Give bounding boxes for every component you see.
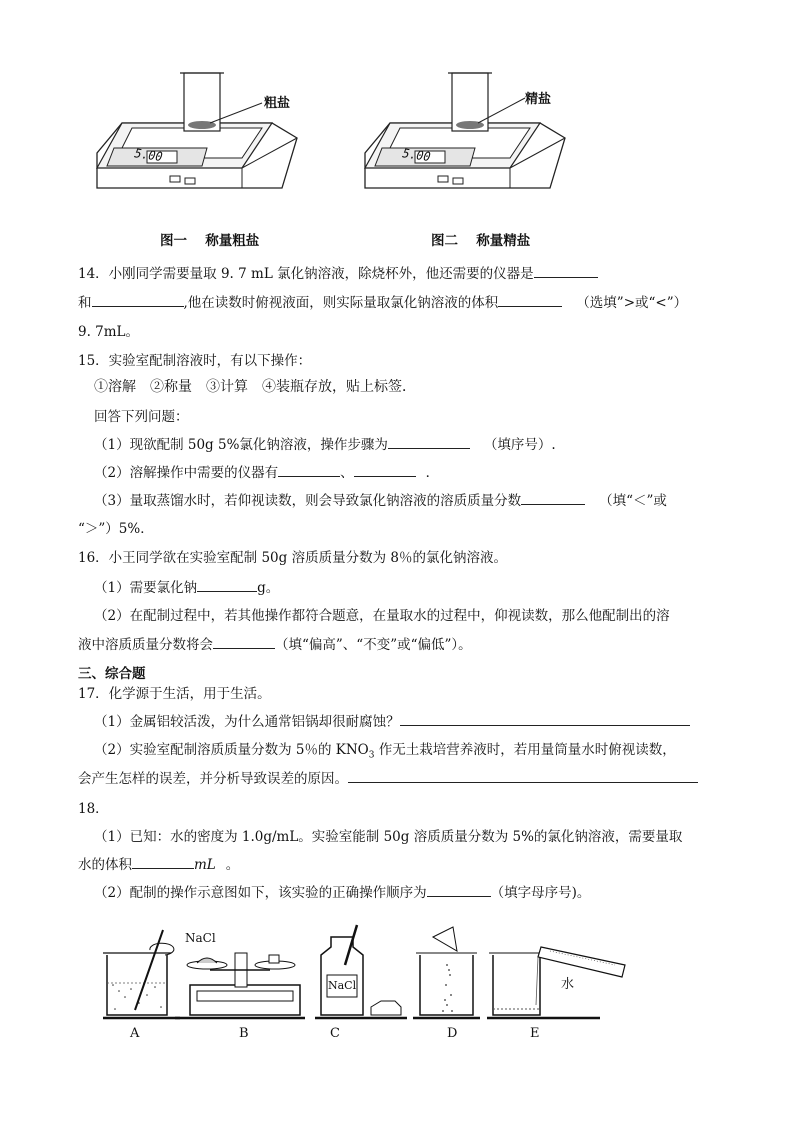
- q17-p2-text-a: （2）实验室配制溶质质量分数为 5％的 KNO: [94, 742, 369, 758]
- q17-p2-subscript: 3: [368, 750, 375, 761]
- figure-1-caption: 图一 称量粗盐: [160, 233, 260, 249]
- q15-blank-2[interactable]: [278, 462, 340, 477]
- q16-p2-text: （2）在配制过程中，若其他操作都符合题意，在量取水的过程中，仰视读数，那么他配制出的溶: [94, 608, 670, 624]
- q16-stem: 16．小王同学欲在实验室配制 50g 溶质质量分数为 8％的氯化钠溶液。: [78, 550, 507, 566]
- figure-2-caption: 图二 称量精盐: [431, 233, 531, 249]
- q15-p2-text: （2）溶解操作中需要的仪器有: [94, 465, 279, 481]
- apparatus-label-e: E: [530, 1026, 540, 1041]
- q15-p3-hint: （填“＜”或: [599, 493, 667, 509]
- q17-part-2: [94, 738, 676, 761]
- q16-blank-2[interactable]: [213, 634, 275, 649]
- apparatus-b-balance-icon: [175, 953, 305, 1018]
- q15-intro: 回答下列问题：: [94, 409, 189, 425]
- q18-blank-1[interactable]: [132, 854, 194, 869]
- q14-text-1: 14．小刚同学需要量取 9. 7 mL 氯化钠溶液，除烧杯外，他还需要的仪器是: [78, 266, 534, 282]
- water-label: 水: [561, 977, 575, 992]
- q16-p1-unit: g。: [257, 580, 280, 596]
- q15-p2-end: ．: [425, 465, 440, 481]
- q16-blank-1[interactable]: [197, 577, 257, 592]
- q14-text-2b: ,他在读数时俯视液面，则实际量取氯化钠溶液的体积: [183, 295, 499, 311]
- q17-part-1: [94, 710, 690, 730]
- q15-part-1: [94, 433, 556, 453]
- q15-blank-3[interactable]: [354, 462, 416, 477]
- q15-p2-sep: 、: [340, 465, 354, 481]
- display-reading: 5.00: [132, 146, 165, 164]
- q15-p1-text: （1）现欲配制 50g 5%氯化钠溶液，操作步骤为: [94, 437, 388, 453]
- display-reading: 5.00: [400, 146, 433, 164]
- q18-part-2: [94, 881, 590, 901]
- q18-part-1-cont: [78, 853, 239, 873]
- q15-ops: ①溶解 ②称量 ③计算 ④装瓶存放，贴上标签．: [94, 379, 416, 395]
- q18-p1-unit: mL: [194, 857, 216, 873]
- q17-p2-text-b: 作无土栽培营养液时，若用量筒量水时俯视读数，: [374, 742, 676, 758]
- q15-stem: 15．实验室配制溶液时，有以下操作：: [78, 353, 312, 369]
- q14-line-1: [78, 262, 598, 282]
- apparatus-a-stirring-icon: [103, 930, 180, 1018]
- apparatus-label-c: C: [330, 1026, 340, 1041]
- q17-part-2-cont: [78, 767, 698, 787]
- q18-stem: 18．: [78, 801, 109, 817]
- q17-stem: 17．化学源于生活，用于生活。: [78, 686, 271, 702]
- label-refined-salt: 精盐: [525, 92, 552, 107]
- q15-p3-cont: “＞”）5%．: [78, 521, 154, 537]
- q15-part-3: [94, 489, 667, 509]
- q18-p1-end: 。: [225, 857, 240, 873]
- q14-blank-1[interactable]: [534, 263, 598, 278]
- figure-balance-refined-salt: [360, 68, 570, 208]
- q16-p1-text: （1）需要氯化钠: [94, 580, 198, 596]
- label-crude-salt: 粗盐: [264, 96, 291, 111]
- apparatus-figure: [95, 925, 635, 1025]
- q17-blank-2[interactable]: [348, 768, 698, 783]
- q16-part-1: [94, 576, 279, 596]
- q18-p2-hint: （填字母序号)。: [490, 885, 591, 901]
- nacl-label-c: NaCl: [328, 979, 357, 992]
- q18-p1-text: （1）已知：水的密度为 1.0g/mL。实验室能制 50g 溶质质量分数为 5%的氯化钠溶液，需要量取: [94, 829, 683, 845]
- q15-p1-hint: （填序号）.: [483, 437, 556, 453]
- apparatus-e-pouring-icon: [487, 947, 625, 1018]
- q14-blank-3[interactable]: [498, 292, 562, 307]
- q15-part-2: [94, 461, 439, 481]
- nacl-label-b: NaCl: [185, 931, 216, 945]
- q16-p2-text-b: 液中溶质质量分数将会: [78, 637, 213, 653]
- q16-p2-hint: （填“偏高”、“不变”或“偏低”）。: [275, 637, 472, 653]
- q17-p2-text-c: 会产生怎样的误差，并分析导致误差的原因。: [78, 771, 348, 787]
- q14-line-2: [78, 291, 687, 311]
- q15-blank-4[interactable]: [521, 490, 585, 505]
- q16-part-2-cont: [78, 633, 472, 653]
- apparatus-label-d: D: [447, 1026, 458, 1041]
- q15-blank-1[interactable]: [388, 434, 470, 449]
- apparatus-c-bottle-icon: [315, 925, 407, 1018]
- q18-blank-2[interactable]: [427, 882, 491, 897]
- apparatus-label-a: A: [130, 1026, 140, 1041]
- q14-text-2a: 和: [78, 295, 92, 311]
- q17-p1-text: （1）金属铝较活泼，为什么通常铝锅却很耐腐蚀？: [94, 714, 400, 730]
- q17-blank-1[interactable]: [400, 711, 690, 726]
- q14-text-3: 9. 7mL。: [78, 324, 140, 340]
- q15-p3-text: （3）量取蒸馏水时，若仰视读数，则会导致氯化钠溶液的溶质质量分数: [94, 493, 522, 509]
- figure-balance-crude-salt: [92, 68, 302, 208]
- section-3-title: 三、综合题: [78, 666, 146, 682]
- apparatus-d-funnel-icon: [413, 927, 480, 1018]
- q14-text-2c: （选填”>或“<”）: [576, 295, 688, 311]
- q18-p2-text: （2）配制的操作示意图如下，该实验的正确操作顺序为: [94, 885, 427, 901]
- apparatus-label-b: B: [239, 1026, 249, 1041]
- q14-blank-2[interactable]: [92, 292, 184, 307]
- q18-p1-text-b: 水的体积: [78, 857, 132, 873]
